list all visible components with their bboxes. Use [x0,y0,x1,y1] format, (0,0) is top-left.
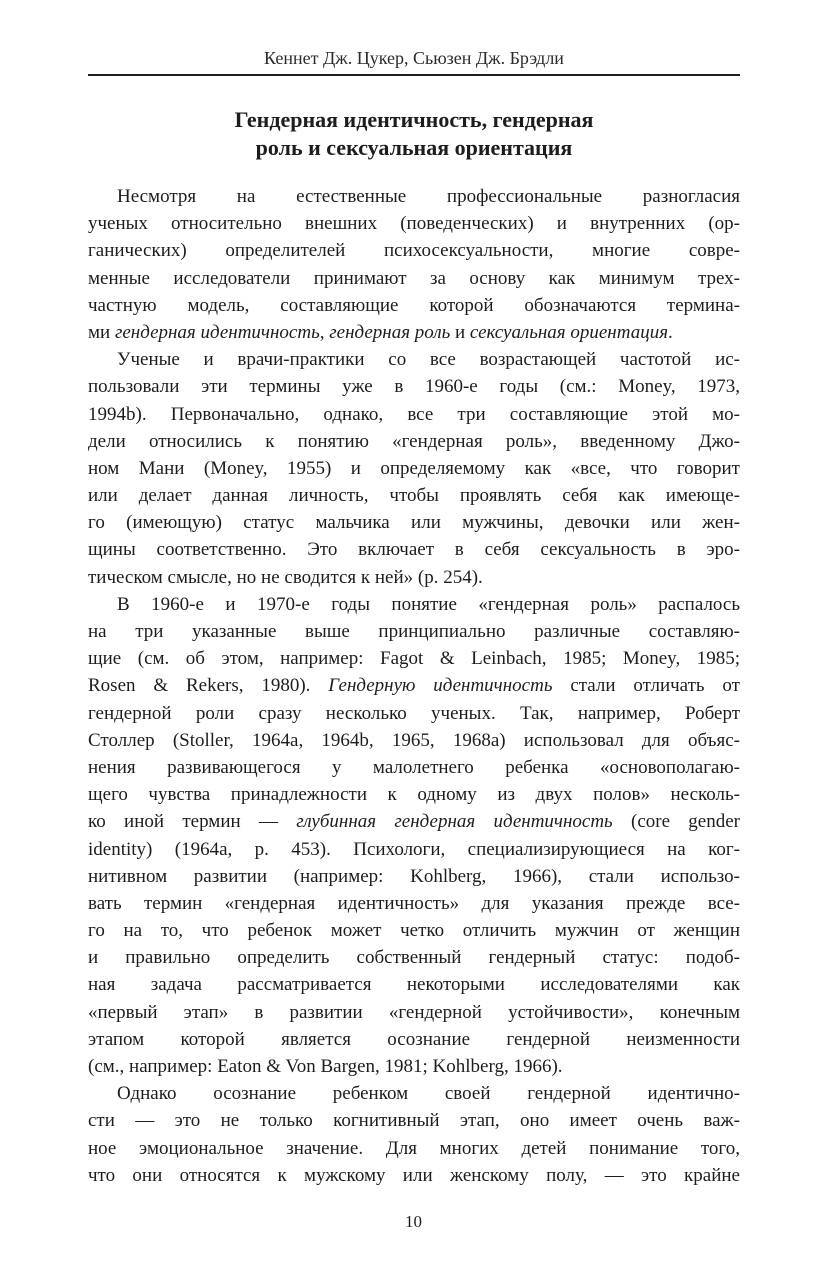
text-segment: Несмотря на естественные профессиональные разногласия [117,186,740,207]
text-line [88,781,740,808]
text-segment: ганических) определителей психосексуальности, многие совре- [88,240,740,262]
text-segment: что они относятся к мужскому или женскому полу, — это крайне [88,1164,740,1186]
text-segment: (см., например: Eaton & Von Bargen, 1981; Kohlberg, 1966). [88,1056,563,1077]
section-title [88,106,740,162]
text-segment: (core gender [612,811,740,833]
text-line [88,455,740,482]
text-segment: го на то, что ребенок может четко отличить мужчин от женщин [88,920,740,942]
italic-term: сексуальная ориентация [469,321,669,343]
text-line [88,509,740,536]
text-segment: ная задача рассматривается некоторыми исследователями как [88,974,740,996]
text-line [88,863,740,890]
text-segment: частную модель, составляющие которой обозначаются термина- [88,294,740,316]
text-line [88,1026,740,1053]
text-segment: и [450,321,470,343]
text-segment: В 1960-е и 1970-е годы понятие «гендерная роль» распалось [117,593,740,615]
text-segment: нитивном развитии (например: Kohlberg, 1966), стали использо- [88,865,740,887]
text-segment: и правильно определить собственный гендерный статус: подоб- [88,947,740,969]
text-segment: менные исследователи принимают за основу как минимум трех- [88,267,740,289]
text-line [88,700,740,727]
text-segment: Rosen & Rekers, 1980). [88,675,329,697]
text-line [88,482,740,509]
text-line [88,999,740,1026]
text-segment: «первый этап» в развитии «гендерной устойчивости», конечным [88,1001,740,1023]
italic-term: гендерная роль [329,321,451,343]
text-line [88,645,740,672]
running-head: Кеннет Дж. Цукер, Сьюзен Дж. Брэдли [264,48,564,68]
text-segment: ми [88,321,115,343]
text-segment: этапом которой является осознание гендерной неизменности [88,1028,740,1050]
text-line [88,292,740,319]
paragraph [88,591,740,1080]
text-segment: , [319,321,330,343]
text-segment: дели относились к понятию «гендерная роль», введенному Джо- [88,430,740,452]
header-rule [88,74,740,76]
text-segment: стали отличать от [552,675,740,697]
text-segment: на три указанные выше принципиально различные составляю- [88,621,740,642]
text-line [88,917,740,944]
text-line [88,346,740,373]
text-line [88,536,740,563]
page-number: 10 [405,1212,422,1231]
text-line [88,1162,740,1189]
section-title-line: роль и сексуальная ориентация [255,135,573,160]
text-line [88,591,740,618]
italic-term: глубинная гендерная идентичность [296,811,613,833]
text-line [88,971,740,998]
text-segment: identity) (1964a, p. 453). Психологи, специализирующиеся на ког- [88,838,740,860]
text-line [88,618,740,645]
text-line [88,808,740,835]
text-segment: Однако осознание ребенком своей гендерной идентично- [117,1083,740,1105]
text-line [88,727,740,754]
text-line [88,319,740,346]
text-line [88,265,740,292]
text-segment: гендерной роли сразу несколько ученых. Так, например, Роберт [88,702,740,724]
paragraph [88,346,740,591]
text-segment: ное эмоциональное значение. Для многих детей понимание того, [88,1137,740,1159]
text-line [88,373,740,400]
paragraph [88,183,740,346]
text-line [88,183,740,210]
text-segment: ученых относительно внешних (поведенческих) и внутренних (ор- [88,213,740,235]
paragraph [88,1080,740,1189]
text-segment: сти — это не только когнитивный этап, оно имеет очень важ- [88,1110,740,1132]
text-segment: го (имеющую) статус мальчика или мужчины, девочки или жен- [88,512,740,534]
text-line [88,672,740,699]
text-segment: 1994b). Первоначально, однако, все три составляющие этой мо- [88,403,740,425]
text-segment: щины соответственно. Это включает в себя сексуальность в эро- [88,539,740,561]
text-line [88,428,740,455]
section-title-line: Гендерная идентичность, гендерная [234,107,594,132]
text-line [88,1080,740,1107]
text-line [88,890,740,917]
italic-term: гендерная идентичность [114,321,320,343]
text-segment: или делает данная личность, чтобы проявлять себя как имеюще- [88,485,740,507]
text-segment: ко иной термин — [88,811,297,833]
text-line [88,237,740,264]
text-line [88,944,740,971]
text-segment: Ученые и врачи-практики со все возрастающей частотой ис- [117,349,740,371]
text-segment: щего чувства принадлежности к одному из двух полов» несколь- [88,784,740,806]
text-segment: . [668,321,673,343]
text-line [88,1135,740,1162]
text-line [88,564,740,591]
text-segment: Столлер (Stoller, 1964a, 1964b, 1965, 1968a) использовал для объяс- [88,729,740,751]
text-segment: нения развивающегося у малолетнего ребенка «основополагаю- [88,756,740,778]
text-segment: вать термин «гендерная идентичность» для указания прежде все- [88,892,740,914]
text-line [88,1053,740,1080]
text-line [88,754,740,781]
text-line [88,1107,740,1134]
text-segment: ном Мани (Money, 1955) и определяемому как «все, что говорит [88,457,740,479]
italic-term: Гендерную идентичность [328,675,553,697]
text-line [88,401,740,428]
text-line [88,836,740,863]
text-segment: щие (см. об этом, например: Fagot & Leinbach, 1985; Money, 1985; [88,648,740,670]
text-segment: пользовали эти термины уже в 1960-е годы (см.: Money, 1973, [88,376,740,398]
body-text [88,183,740,1189]
text-segment: тическом смысле, но не сводится к ней» (p. 254). [88,566,483,588]
text-line [88,210,740,237]
